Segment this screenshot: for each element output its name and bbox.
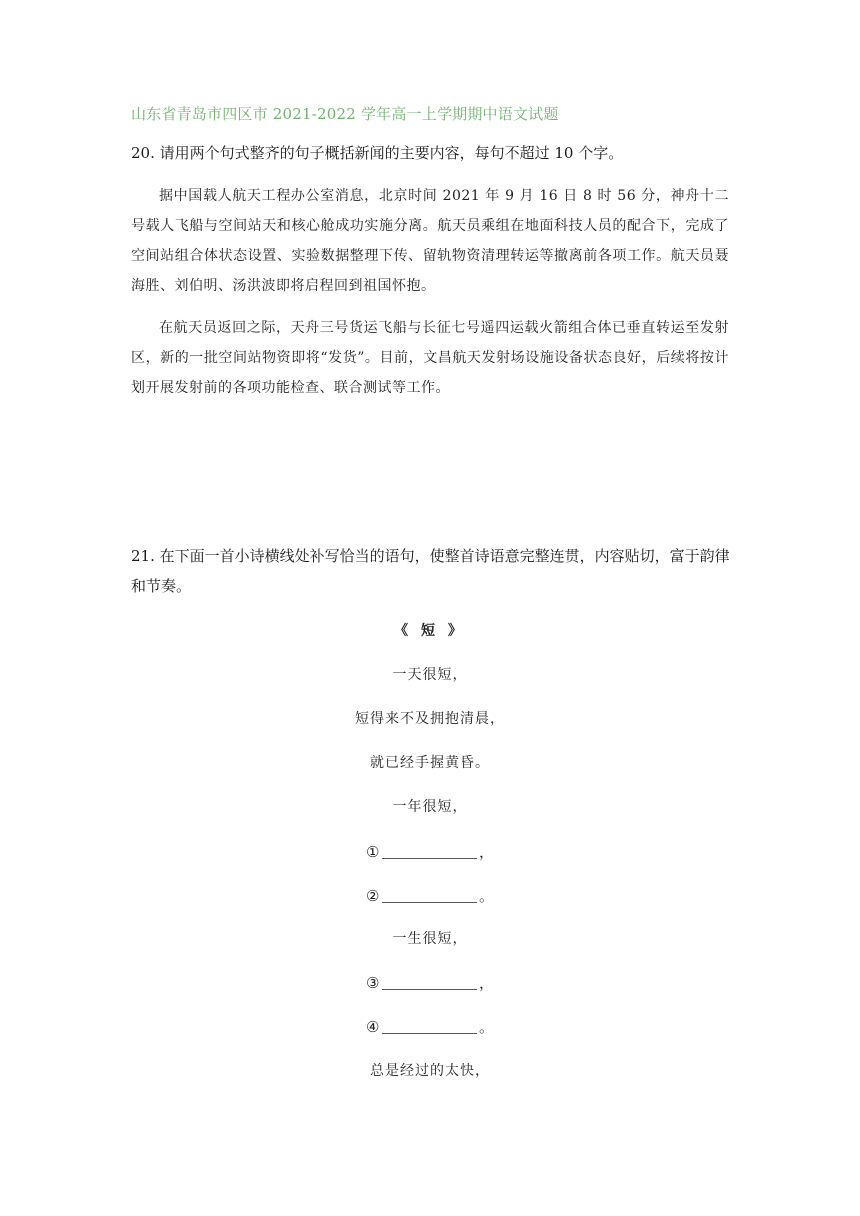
question-20-prompt: 20. 请用两个句式整齐的句子概括新闻的主要内容，每句不超过 10 个字。 [131, 144, 624, 162]
poem-title: 《 短 》 [394, 623, 466, 639]
blank-punctuation: 。 [479, 1018, 495, 1036]
poem-line-3: 就已经手握黄昏。 [370, 755, 490, 771]
poem-blank-1 [366, 840, 494, 864]
blank-punctuation: ， [479, 974, 495, 992]
news-paragraph-2: 在航天员返回之际，天舟三号货运飞船与长征七号遥四运载火箭组合体已垂直转运至发射区，新的一批空间站物资即将“发货”。目前，文昌航天发射场设施设备状态良好，后续将按计划开展发射前的各项功能检查、联合测试等工作。 [131, 320, 729, 396]
question-21-prompt: 21. 在下面一首小诗横线处补写恰当的语句，使整首诗语意完整连贯，内容贴切，富于韵律和节奏。 [131, 547, 730, 595]
source-header: 山东省青岛市四区市 2021-2022 学年高一上学期期中语文试题 [131, 105, 559, 123]
blank-number: ① [366, 843, 380, 861]
poem-line-6: 总是经过的太快， [370, 1063, 490, 1079]
fill-in-blank[interactable] [382, 842, 477, 859]
poem-line-1: 一天很短， [392, 667, 468, 683]
blank-punctuation: ， [479, 843, 495, 861]
blank-number: ② [366, 887, 380, 905]
poem-line-4: 一年很短， [392, 799, 468, 815]
poem-blank-4 [366, 1015, 494, 1039]
blank-number: ③ [366, 974, 380, 992]
fill-in-blank[interactable] [382, 1017, 477, 1034]
news-paragraph-1: 据中国载人航天工程办公室消息，北京时间 2021 年 9 月 16 日 8 时 56 分，神舟十二号载人飞船与空间站天和核心舱成功实施分离。航天员乘组在地面科技人员的配合下，完成了空间站组合体状态设置、实验数据整理下传、留轨物资清理转运等撤离前各项工作。航天员聂海胜、刘伯明、汤洪波即将启程回到祖国怀抱。 [131, 188, 729, 294]
poem-blank-2 [366, 884, 494, 908]
fill-in-blank[interactable] [382, 886, 477, 903]
poem-line-2: 短得来不及拥抱清晨， [355, 711, 505, 727]
poem-line-5: 一生很短， [392, 931, 468, 947]
blank-punctuation: 。 [479, 887, 495, 905]
blank-number: ④ [366, 1018, 380, 1036]
poem-blank-3 [366, 971, 494, 995]
fill-in-blank[interactable] [382, 973, 477, 990]
